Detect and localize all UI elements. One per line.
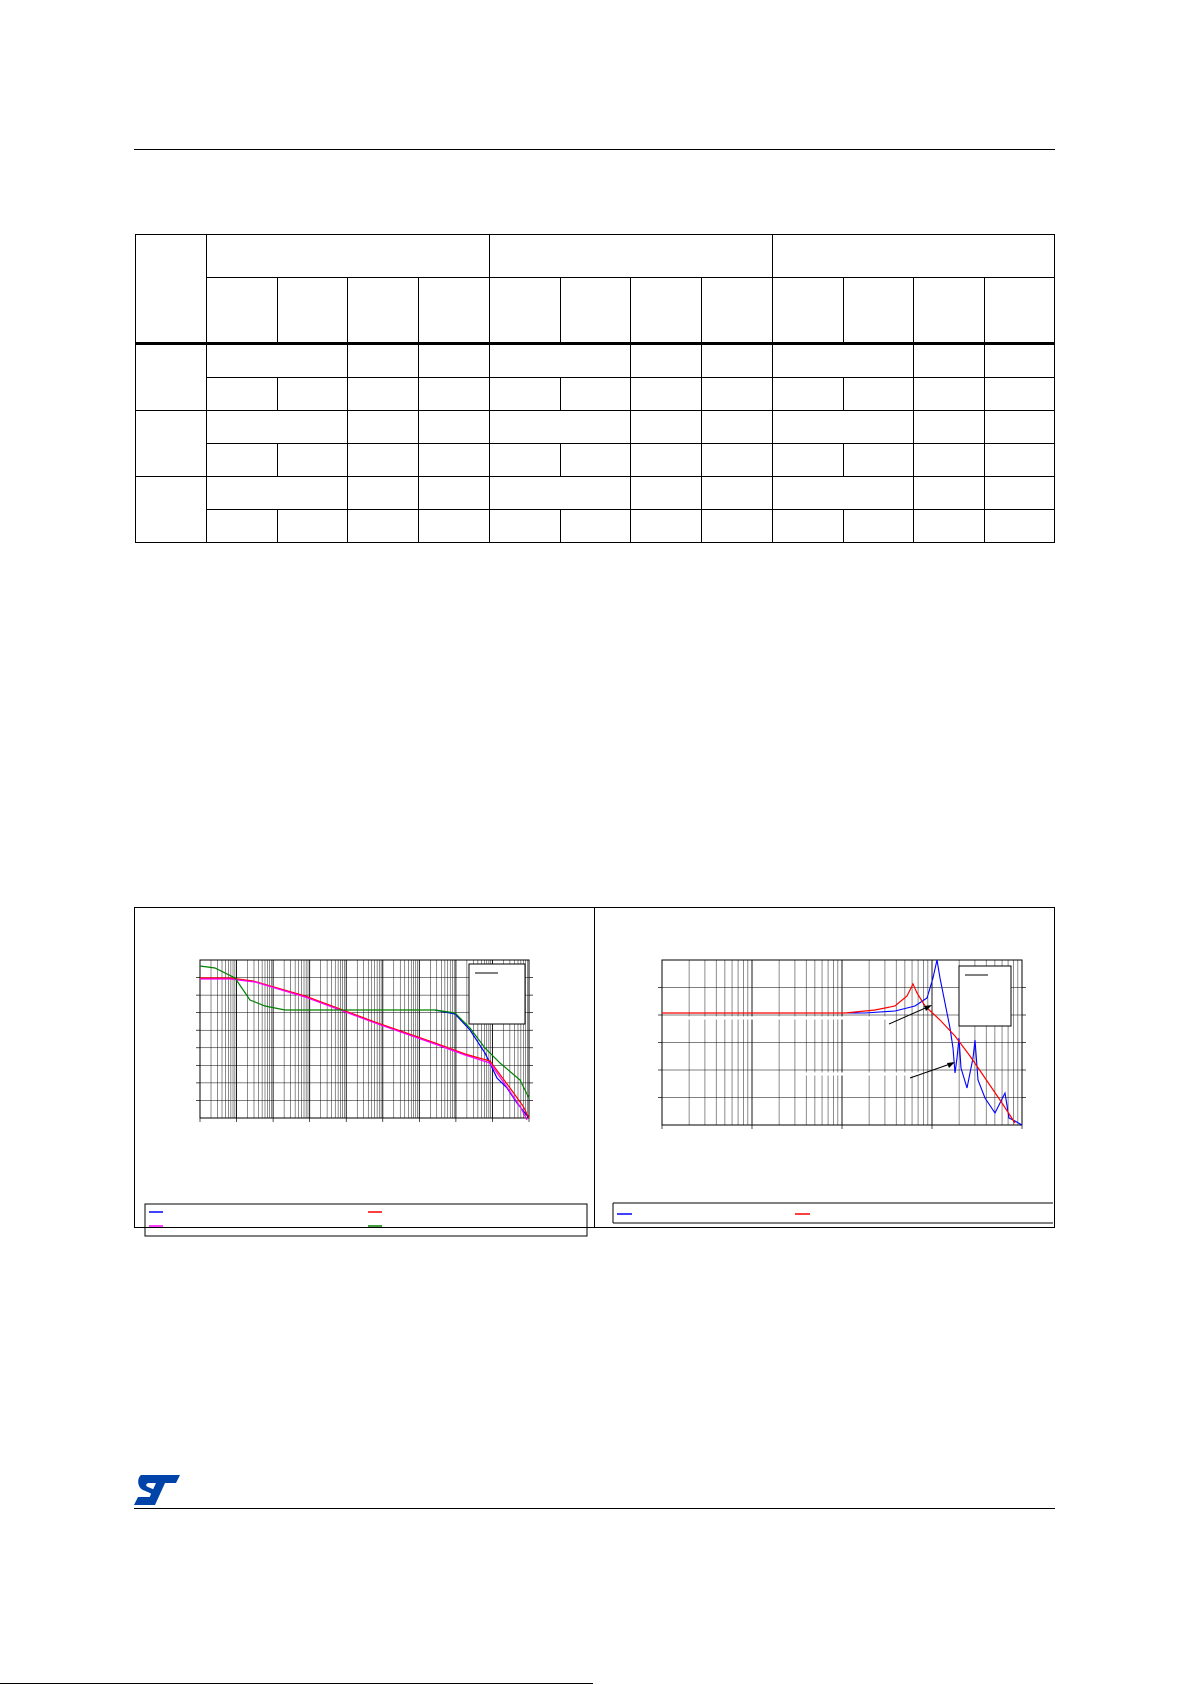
table-cell xyxy=(702,444,773,477)
table-cell xyxy=(773,444,844,477)
table-cell xyxy=(561,510,631,543)
table-cell xyxy=(207,477,348,510)
st-logo-mark xyxy=(134,1475,180,1505)
group-header-cell xyxy=(773,235,1055,278)
table-cell xyxy=(702,378,773,411)
group-header-cell xyxy=(207,235,490,278)
table-cell xyxy=(914,344,985,378)
footer-rule xyxy=(134,1508,1055,1509)
table-cell xyxy=(985,378,1055,411)
table-cell xyxy=(561,444,631,477)
footnote-rule xyxy=(0,1683,593,1684)
table-cell xyxy=(207,411,348,444)
right-chart-arrow-head xyxy=(947,1062,955,1068)
table-cell xyxy=(631,444,702,477)
table-cell xyxy=(490,378,561,411)
spec-table xyxy=(135,234,1055,543)
table-cell xyxy=(419,411,490,444)
table-cell xyxy=(631,344,702,378)
subheader-cell xyxy=(490,278,561,344)
st-logo xyxy=(133,1474,181,1506)
row-label-cell xyxy=(136,411,207,477)
table-cell xyxy=(914,510,985,543)
left-chart-legend-box xyxy=(145,1204,587,1236)
table-cell xyxy=(490,344,631,378)
table-cell xyxy=(348,411,419,444)
table-cell xyxy=(348,444,419,477)
table-cell xyxy=(348,378,419,411)
table-cell xyxy=(490,411,631,444)
table-cell xyxy=(348,510,419,543)
left-chart-series-blue xyxy=(435,1010,529,1118)
table-cell xyxy=(207,378,278,411)
table-cell xyxy=(914,444,985,477)
header-rule xyxy=(134,149,1055,150)
subheader-cell xyxy=(631,278,702,344)
table-cell xyxy=(631,411,702,444)
table-cell xyxy=(207,510,278,543)
table-cell xyxy=(985,411,1055,444)
table-cell xyxy=(278,510,348,543)
subheader-cell xyxy=(844,278,914,344)
table-cell xyxy=(702,477,773,510)
table-cell xyxy=(490,477,631,510)
table-cell xyxy=(985,477,1055,510)
corner-cell xyxy=(136,235,207,344)
table-cell xyxy=(207,344,348,378)
subheader-cell xyxy=(419,278,490,344)
table-cell xyxy=(773,477,914,510)
table-cell xyxy=(419,477,490,510)
table-cell xyxy=(702,344,773,378)
right-chart-arrow-line xyxy=(910,1063,953,1078)
row-label-cell xyxy=(136,477,207,543)
table-cell xyxy=(631,510,702,543)
table-cell xyxy=(985,510,1055,543)
table-cell xyxy=(419,510,490,543)
subheader-cell xyxy=(773,278,844,344)
subheader-cell xyxy=(348,278,419,344)
table-cell xyxy=(702,510,773,543)
table-cell xyxy=(207,444,278,477)
table-cell xyxy=(844,378,914,411)
subheader-cell xyxy=(278,278,348,344)
table-cell xyxy=(631,378,702,411)
table-cell xyxy=(702,411,773,444)
table-cell xyxy=(914,411,985,444)
table-cell xyxy=(419,344,490,378)
group-header-cell xyxy=(490,235,773,278)
table-cell xyxy=(773,344,914,378)
row-label-cell xyxy=(136,344,207,411)
table-cell xyxy=(278,378,348,411)
subheader-cell xyxy=(207,278,278,344)
subheader-cell xyxy=(702,278,773,344)
subheader-cell xyxy=(561,278,631,344)
table-cell xyxy=(348,344,419,378)
table-cell xyxy=(844,444,914,477)
table-cell xyxy=(561,378,631,411)
table-cell xyxy=(985,344,1055,378)
table-cell xyxy=(914,378,985,411)
table-cell xyxy=(631,477,702,510)
table-cell xyxy=(773,378,844,411)
table-cell xyxy=(419,444,490,477)
table-cell xyxy=(773,510,844,543)
left-chart xyxy=(135,908,594,1228)
table-cell xyxy=(914,477,985,510)
table-cell xyxy=(419,378,490,411)
table-cell xyxy=(773,411,914,444)
table-cell xyxy=(490,510,561,543)
table-cell xyxy=(844,510,914,543)
subheader-cell xyxy=(985,278,1055,344)
table-cell xyxy=(490,444,561,477)
right-chart xyxy=(595,908,1054,1228)
table-cell xyxy=(348,477,419,510)
table-cell xyxy=(278,444,348,477)
subheader-cell xyxy=(914,278,985,344)
table-cell xyxy=(985,444,1055,477)
